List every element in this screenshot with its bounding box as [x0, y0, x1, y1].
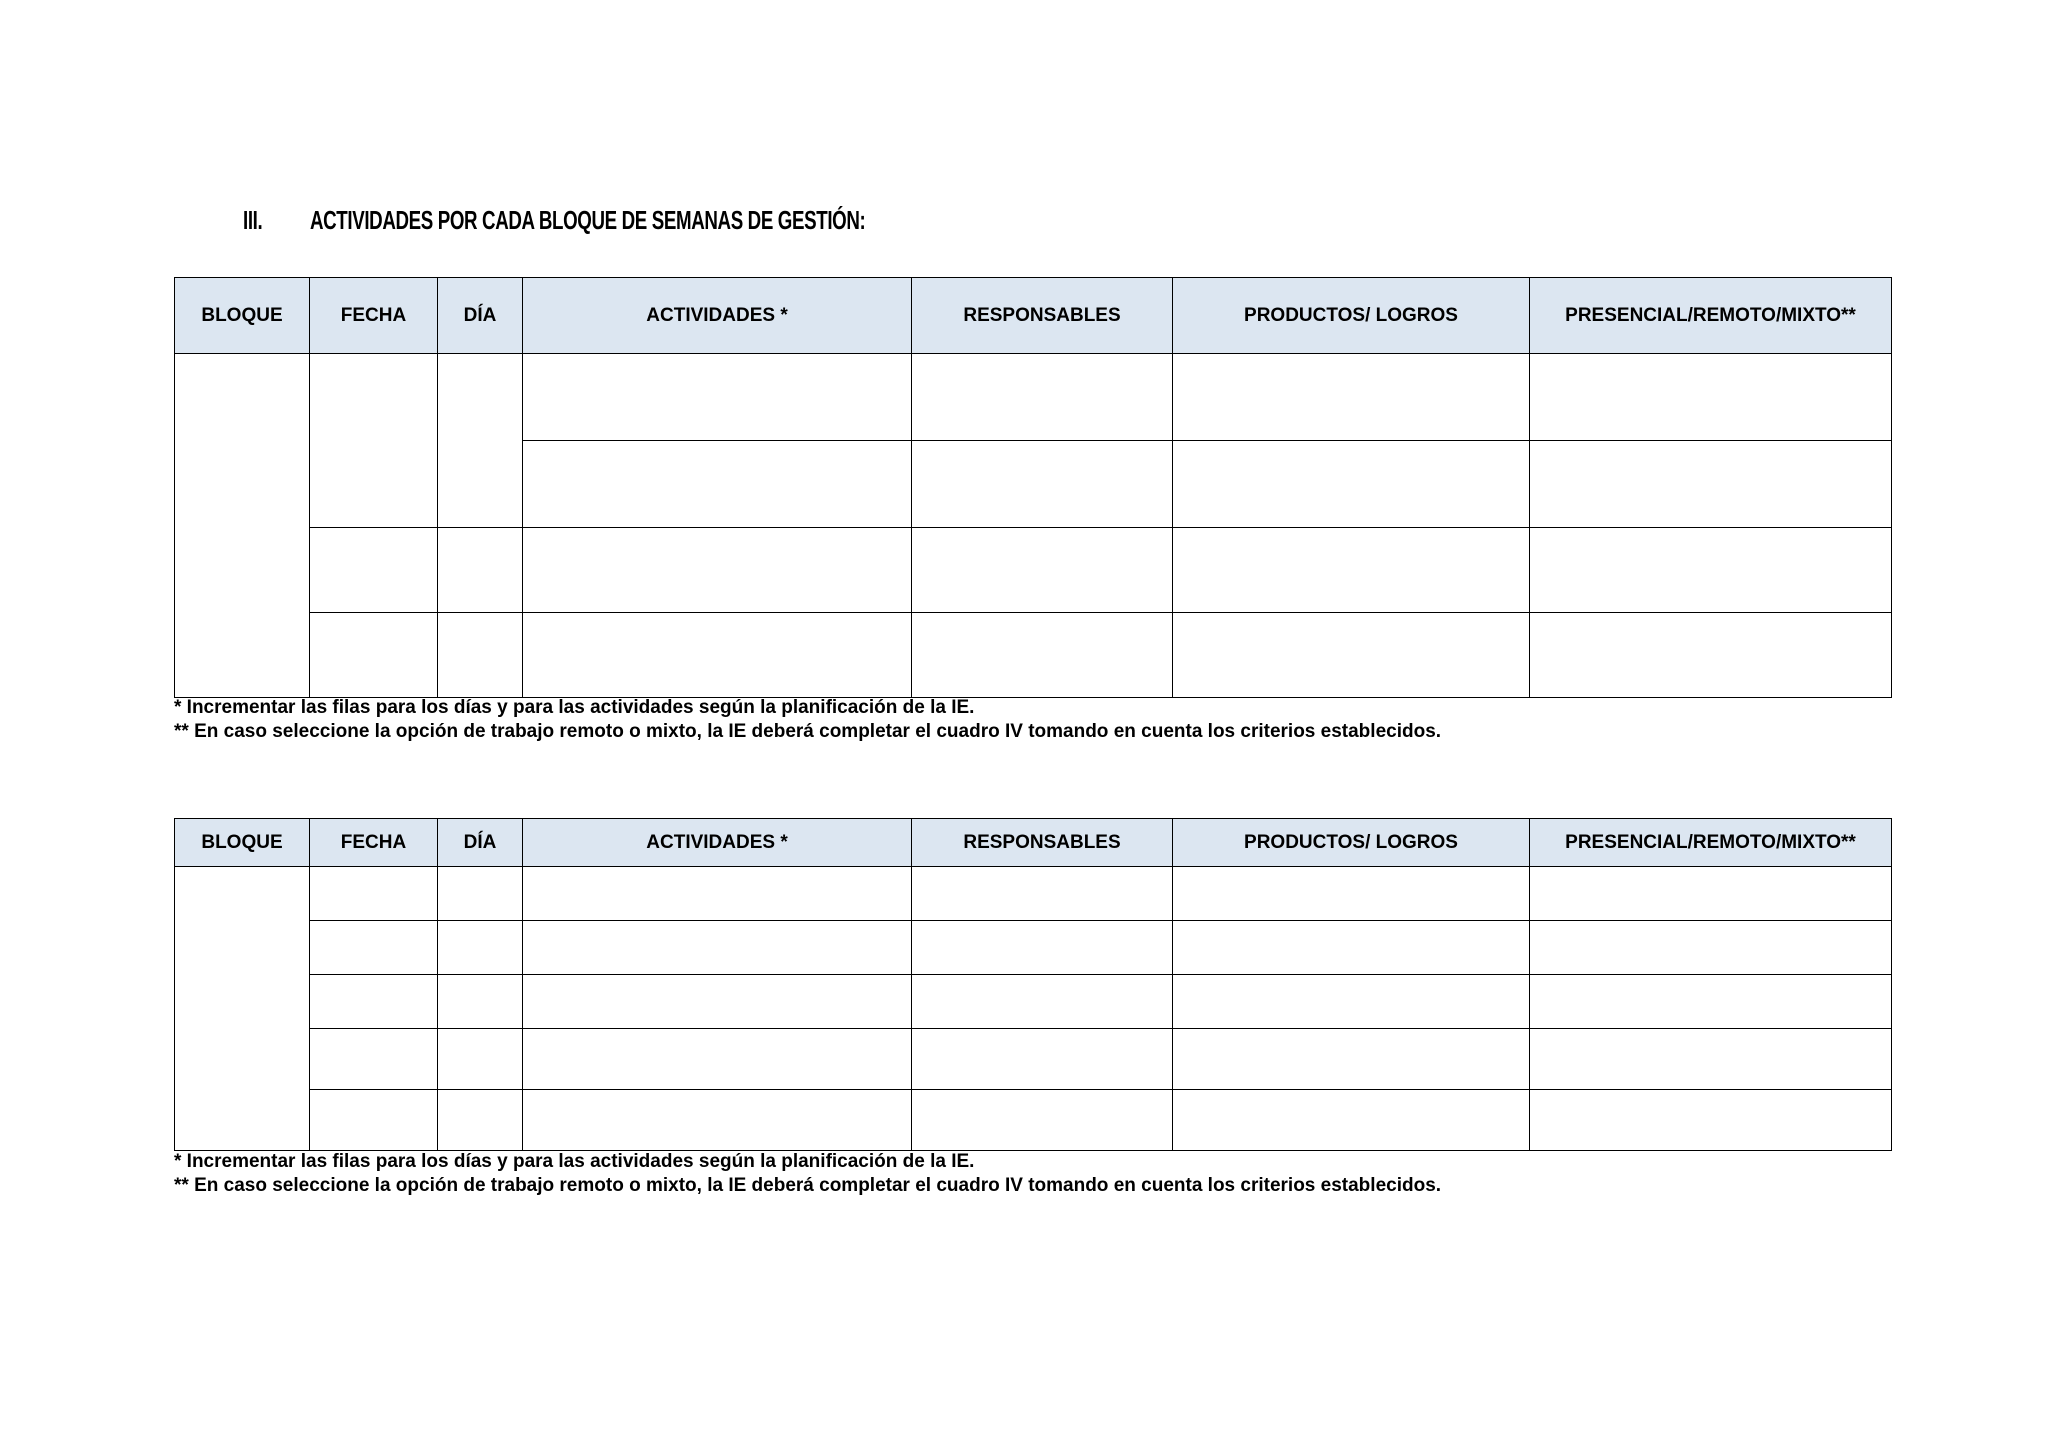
cell-responsables[interactable]: [912, 921, 1173, 975]
cell-dia[interactable]: [438, 1090, 523, 1151]
cell-responsables[interactable]: [912, 613, 1173, 698]
cell-fecha[interactable]: [310, 1029, 438, 1090]
activities-table-2: [174, 818, 1892, 1151]
header-modalidad: PRESENCIAL/REMOTO/MIXTO**: [1530, 819, 1892, 867]
cell-productos-logros[interactable]: [1173, 921, 1530, 975]
table-row: [175, 1090, 1892, 1151]
cell-dia[interactable]: [438, 921, 523, 975]
cell-modalidad[interactable]: [1530, 354, 1892, 441]
table-row: [175, 1029, 1892, 1090]
header-modalidad: PRESENCIAL/REMOTO/MIXTO**: [1530, 278, 1892, 354]
cell-bloque[interactable]: [175, 867, 310, 1151]
header-fecha: FECHA: [310, 278, 438, 354]
cell-modalidad[interactable]: [1530, 975, 1892, 1029]
table-row: [175, 354, 1892, 441]
table-header-row: [175, 278, 1892, 354]
cell-responsables[interactable]: [912, 528, 1173, 613]
cell-modalidad[interactable]: [1530, 528, 1892, 613]
activities-table-1: [174, 277, 1892, 698]
header-productos-logros: PRODUCTOS/ LOGROS: [1173, 278, 1530, 354]
header-fecha: FECHA: [310, 819, 438, 867]
header-bloque: BLOQUE: [175, 819, 310, 867]
cell-modalidad[interactable]: [1530, 613, 1892, 698]
cell-productos-logros[interactable]: [1173, 613, 1530, 698]
cell-modalidad[interactable]: [1530, 867, 1892, 921]
cell-dia[interactable]: [438, 613, 523, 698]
footnote-remote: ** En caso seleccione la opción de trabajo remoto o mixto, la IE deberá completar el cuadro IV tomando en cuenta los criterios establecidos.: [174, 721, 1442, 742]
cell-actividades[interactable]: [523, 1090, 912, 1151]
header-actividades: ACTIVIDADES *: [523, 819, 912, 867]
header-bloque: BLOQUE: [175, 278, 310, 354]
header-actividades: ACTIVIDADES *: [523, 278, 912, 354]
cell-actividades[interactable]: [523, 441, 912, 528]
cell-modalidad[interactable]: [1530, 921, 1892, 975]
cell-responsables[interactable]: [912, 1090, 1173, 1151]
cell-productos-logros[interactable]: [1173, 354, 1530, 441]
cell-responsables[interactable]: [912, 867, 1173, 921]
cell-actividades[interactable]: [523, 528, 912, 613]
cell-modalidad[interactable]: [1530, 1029, 1892, 1090]
cell-dia[interactable]: [438, 528, 523, 613]
cell-responsables[interactable]: [912, 975, 1173, 1029]
cell-productos-logros[interactable]: [1173, 1090, 1530, 1151]
section-number: III.: [243, 205, 263, 235]
cell-fecha[interactable]: [310, 613, 438, 698]
cell-fecha[interactable]: [310, 1090, 438, 1151]
table-row: [175, 528, 1892, 613]
table-row: [175, 921, 1892, 975]
cell-fecha[interactable]: [310, 528, 438, 613]
cell-bloque[interactable]: [175, 354, 310, 698]
cell-actividades[interactable]: [523, 1029, 912, 1090]
footnotes-1: [174, 696, 1441, 744]
section-heading: ACTIVIDADES POR CADA BLOQUE DE SEMANAS DE GESTIÓN:: [309, 205, 866, 235]
cell-actividades[interactable]: [523, 975, 912, 1029]
cell-productos-logros[interactable]: [1173, 528, 1530, 613]
cell-modalidad[interactable]: [1530, 441, 1892, 528]
footnote-rows: * Incrementar las filas para los días y para las actividades según la planificación de la IE.: [174, 697, 975, 718]
cell-fecha[interactable]: [310, 354, 438, 528]
table-header-row: [175, 819, 1892, 867]
footnote-rows: * Incrementar las filas para los días y para las actividades según la planificación de la IE.: [174, 1151, 975, 1172]
cell-fecha[interactable]: [310, 975, 438, 1029]
header-responsables: RESPONSABLES: [912, 819, 1173, 867]
cell-productos-logros[interactable]: [1173, 867, 1530, 921]
cell-actividades[interactable]: [523, 354, 912, 441]
cell-responsables[interactable]: [912, 354, 1173, 441]
cell-fecha[interactable]: [310, 921, 438, 975]
header-responsables: RESPONSABLES: [912, 278, 1173, 354]
cell-fecha[interactable]: [310, 867, 438, 921]
cell-dia[interactable]: [438, 354, 523, 528]
footnote-remote: ** En caso seleccione la opción de trabajo remoto o mixto, la IE deberá completar el cuadro IV tomando en cuenta los criterios establecidos.: [174, 1175, 1442, 1196]
cell-productos-logros[interactable]: [1173, 975, 1530, 1029]
table-row: [175, 613, 1892, 698]
cell-responsables[interactable]: [912, 1029, 1173, 1090]
cell-modalidad[interactable]: [1530, 1090, 1892, 1151]
footnotes-2: [174, 1150, 1441, 1198]
cell-dia[interactable]: [438, 975, 523, 1029]
cell-productos-logros[interactable]: [1173, 1029, 1530, 1090]
section-title: [243, 205, 865, 236]
cell-dia[interactable]: [438, 867, 523, 921]
cell-responsables[interactable]: [912, 441, 1173, 528]
table-row: [175, 867, 1892, 921]
header-dia: DÍA: [438, 819, 523, 867]
cell-actividades[interactable]: [523, 921, 912, 975]
header-dia: DÍA: [438, 278, 523, 354]
table-row: [175, 975, 1892, 1029]
header-productos-logros: PRODUCTOS/ LOGROS: [1173, 819, 1530, 867]
cell-dia[interactable]: [438, 1029, 523, 1090]
cell-actividades[interactable]: [523, 867, 912, 921]
cell-productos-logros[interactable]: [1173, 441, 1530, 528]
cell-actividades[interactable]: [523, 613, 912, 698]
